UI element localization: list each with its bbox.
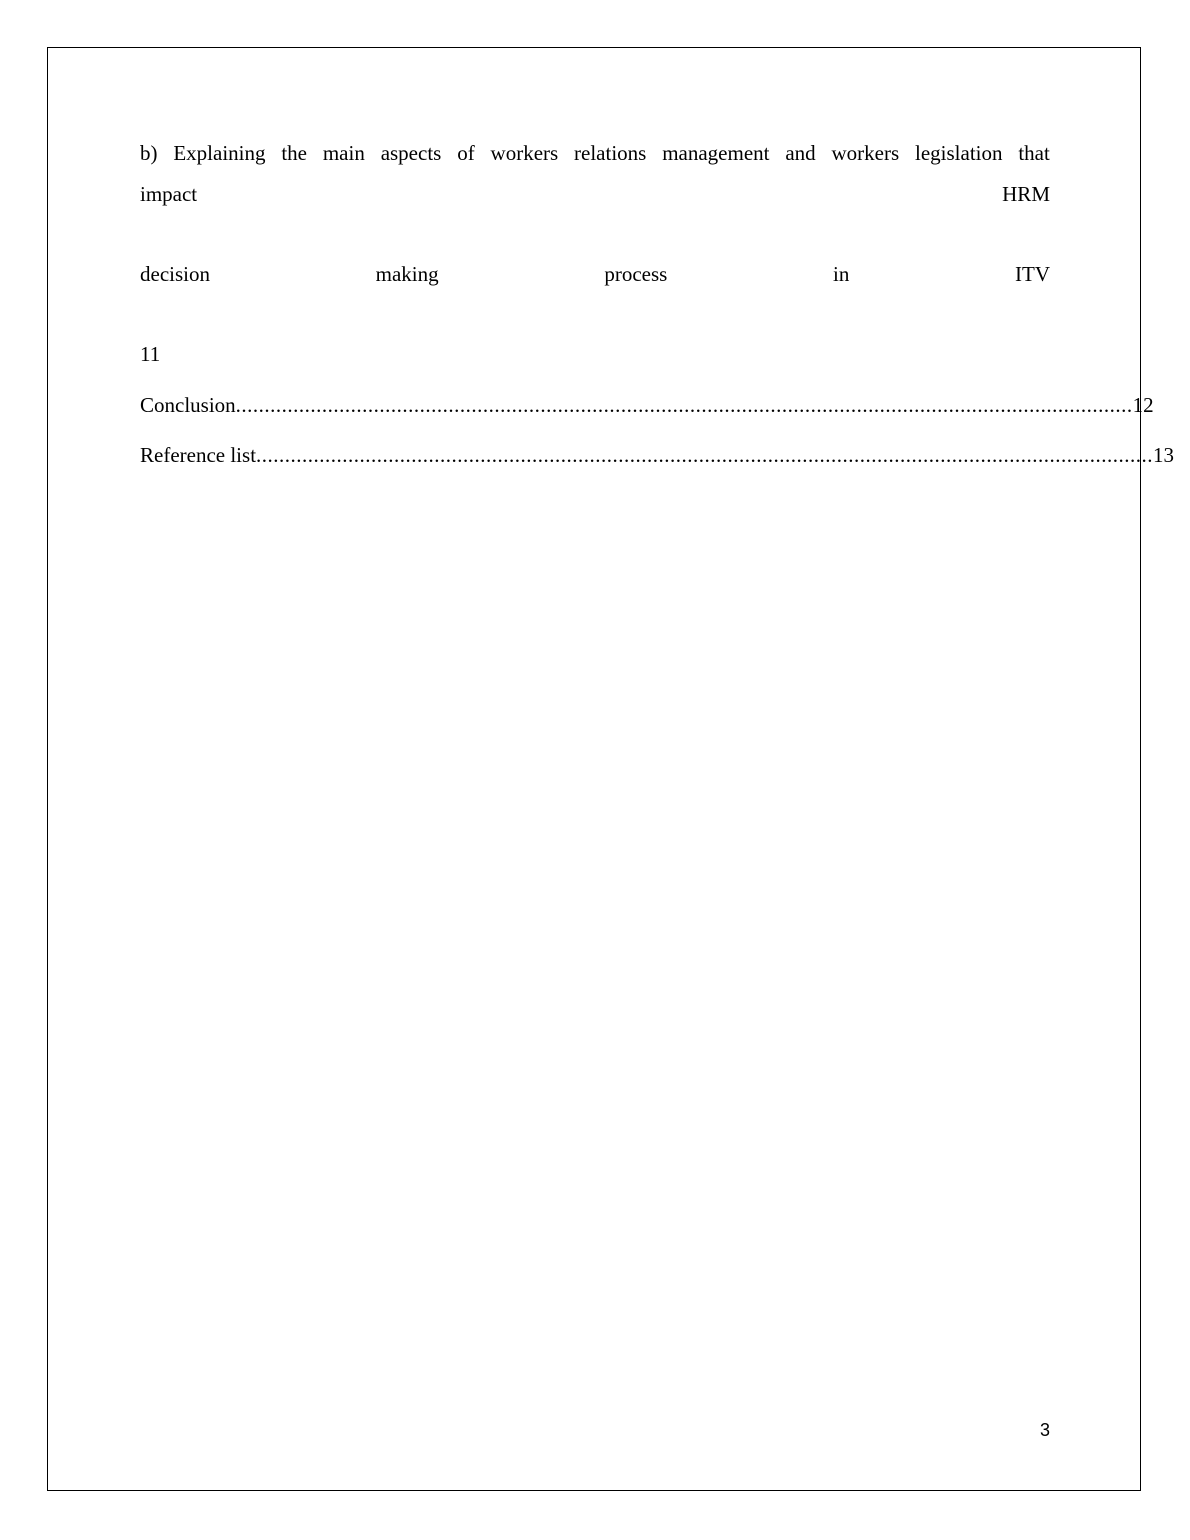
toc-entry-b-line-2 — [140, 179, 1050, 209]
toc-word: decision — [140, 262, 210, 286]
toc-word: in — [832, 262, 850, 286]
toc-entry-page: 12 — [1132, 393, 1154, 417]
toc-word: relations — [574, 141, 647, 165]
toc-word: and — [785, 141, 816, 165]
toc-word: aspects — [380, 141, 442, 165]
toc-entry-b-line-1 — [140, 138, 1050, 168]
toc-word: HRM — [1002, 182, 1050, 206]
toc-word: ITV — [1015, 262, 1050, 286]
toc-word: that — [1018, 141, 1050, 165]
toc-entry-title: Reference list — [140, 443, 257, 467]
toc-entry-b-page: 11 — [140, 342, 161, 366]
toc-entry-reference-list[interactable] — [140, 440, 1175, 470]
toc-word: legislation — [915, 141, 1003, 165]
toc-entry-conclusion[interactable] — [140, 390, 1154, 420]
toc-entry-b-line-3 — [140, 259, 1050, 289]
toc-word: workers — [831, 141, 900, 165]
toc-word: the — [281, 141, 307, 165]
toc-word: workers — [490, 141, 559, 165]
toc-word: process — [604, 262, 668, 286]
toc-entry-title: Conclusion — [140, 393, 236, 417]
toc-dot-leader: ............................................................................................................................................................ — [235, 393, 1133, 417]
toc-word: b) — [140, 141, 158, 165]
toc-word: impact — [140, 182, 198, 206]
toc-word: Explaining — [173, 141, 266, 165]
toc-word: main — [322, 141, 365, 165]
toc-word: of — [457, 141, 475, 165]
page-number: 3 — [1039, 1420, 1050, 1440]
toc-entry-page: 13 — [1153, 443, 1175, 467]
toc-dot-leader: ............................................................................................................................................................ — [256, 443, 1154, 467]
toc-word: management — [662, 141, 770, 165]
toc-word: making — [375, 262, 439, 286]
